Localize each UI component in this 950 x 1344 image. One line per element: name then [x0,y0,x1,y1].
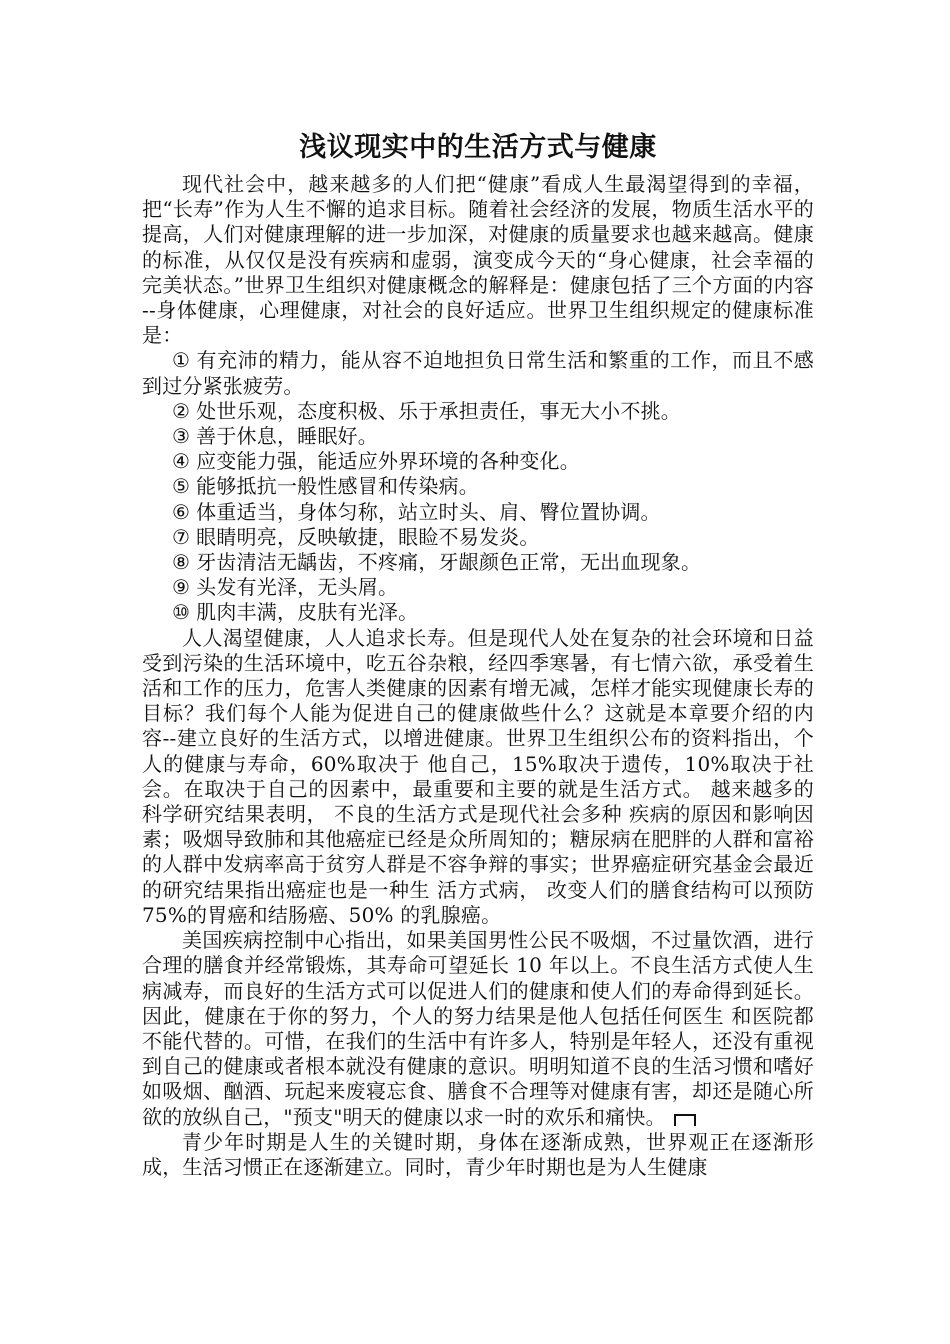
list-text: 应变能力强，能适应外界环境的各种变化。 [196,449,580,474]
list-item [142,474,814,499]
cdc-paragraph [142,928,814,1130]
list-item [142,600,814,625]
list-text: 体重适当，身体匀称，站立时头、肩、臀位置协调。 [196,499,661,524]
list-number: ⑤ [172,474,191,499]
health-standards-list [142,348,814,625]
document-page [142,128,814,1180]
list-item [142,550,814,575]
lifestyle-paragraph: 人人渴望健康，人人追求长寿。但是现代人处在复杂的社会环境和日益受到污染的生活环境中，吃五谷杂粮，经四季寒暑，有七情六欲，承受着生活和工作的压力，危害人类健康的因素有增无减，怎样才能实现健康长寿的目标？我们每个人能为促进自己的健康做些什么？这就是本章要介绍的内容--建立良好的生活方式，以增进健康。世界卫生组织公布的资料指出，个人的健康与寿命，60%取决于 他自己，15%取决于遗传，10%取决于社会。在取决于自己的因素中，最重要和主要的就是生活方式。 越来越多的科学研究结果表明， 不良的生活方式是现代社会多种 疾病的原因和影响因素；吸烟导致肺和其他癌症已经是众所周知的；糖尿病在肥胖的人群和富裕的人群中发病率高于贫穷人群是不容争辩的事实；世界癌症研究基金会最近的研究结果指出癌症也是一种生 活方式病， 改变人们的膳食结构可以预防 75%的胃癌和结肠癌、50% 的乳腺癌。 [142,625,814,927]
list-text: 能够抵抗一般性感冒和传染病。 [196,474,479,499]
list-text: 肌肉丰满，皮肤有光泽。 [196,600,419,625]
list-text: 处世乐观，态度积极、乐于承担责任，事无大小不挑。 [196,398,681,423]
cdc-paragraph-text: 美国疾病控制中心指出，如果美国男性公民不吸烟，不过量饮酒，进行合理的膳食并经常锻炼，其寿命可望延长 10 年以上。不良生活方式使人生病减寿，而良好的生活方式可以促进人们的健康和使人们的寿命得到延长。因此，健康在于你的努力，个人的努力结果是他人包括任何医生 和医院都不能代替的。可惜，在我们的生活中有许多人，特别是年轻人，还没有重视到自己的健康或者根本就没有健康的意识。明明知道不良的生活习惯和嗜好如吸烟、酗酒、玩起来废寝忘食、膳食不合理等对健康有害，却还是随心所欲的放纵自己，"预支"明天的健康以求一时的欢乐和痛快。 [142,928,814,1129]
list-item [142,399,814,424]
intro-paragraph: 现代社会中，越来越多的人们把“健康”看成人生最渴望得到的幸福，把“长寿”作为人生不懈的追求目标。随着社会经济的发展，物质生活水平的提高，人们对健康理解的进一步加深，对健康的质量要求也越来越高。健康的标准，从仅仅是没有疾病和虚弱，演变成今天的“身心健康，社会幸福的完美状态。”世界卫生组织对健康概念的解释是：健康包括了三个方面的内容 --身体健康，心理健康，对社会的良好适应。世界卫生组织规定的健康标准是： [142,172,814,348]
edit-mark-icon [674,1114,696,1126]
list-number: ④ [172,449,191,474]
document-title: 浅议现实中的生活方式与健康 [299,132,657,163]
list-item [142,348,814,398]
list-item [142,525,814,550]
list-number: ⑧ [172,550,191,575]
list-number: ⑩ [172,600,191,625]
list-item [142,500,814,525]
list-item [142,575,814,600]
list-text: 善于休息，睡眠好。 [196,424,378,449]
list-number: ⑨ [172,575,191,600]
list-item [142,424,814,449]
list-number: ② [172,398,191,423]
list-number: ⑦ [172,524,191,549]
list-item [142,449,814,474]
list-text: 有充沛的精力，能从容不迫地担负日常生活和繁重的工作，而且不感到过分紧张疲劳。 [142,348,814,398]
youth-paragraph: 青少年时期是人生的关键时期，身体在逐渐成熟，世界观正在逐渐形成，生活习惯正在逐渐建立。同时，青少年时期也是为人生健康 [142,1129,814,1179]
list-number: ⑥ [172,499,191,524]
list-text: 头发有光泽，无头屑。 [196,575,399,600]
list-text: 牙齿清洁无龋齿，不疼痛，牙龈颜色正常，无出血现象。 [196,550,702,575]
list-text: 眼睛明亮，反映敏捷，眼睑不易发炎。 [196,524,540,549]
list-number: ③ [172,424,191,449]
list-number: ① [172,348,191,373]
